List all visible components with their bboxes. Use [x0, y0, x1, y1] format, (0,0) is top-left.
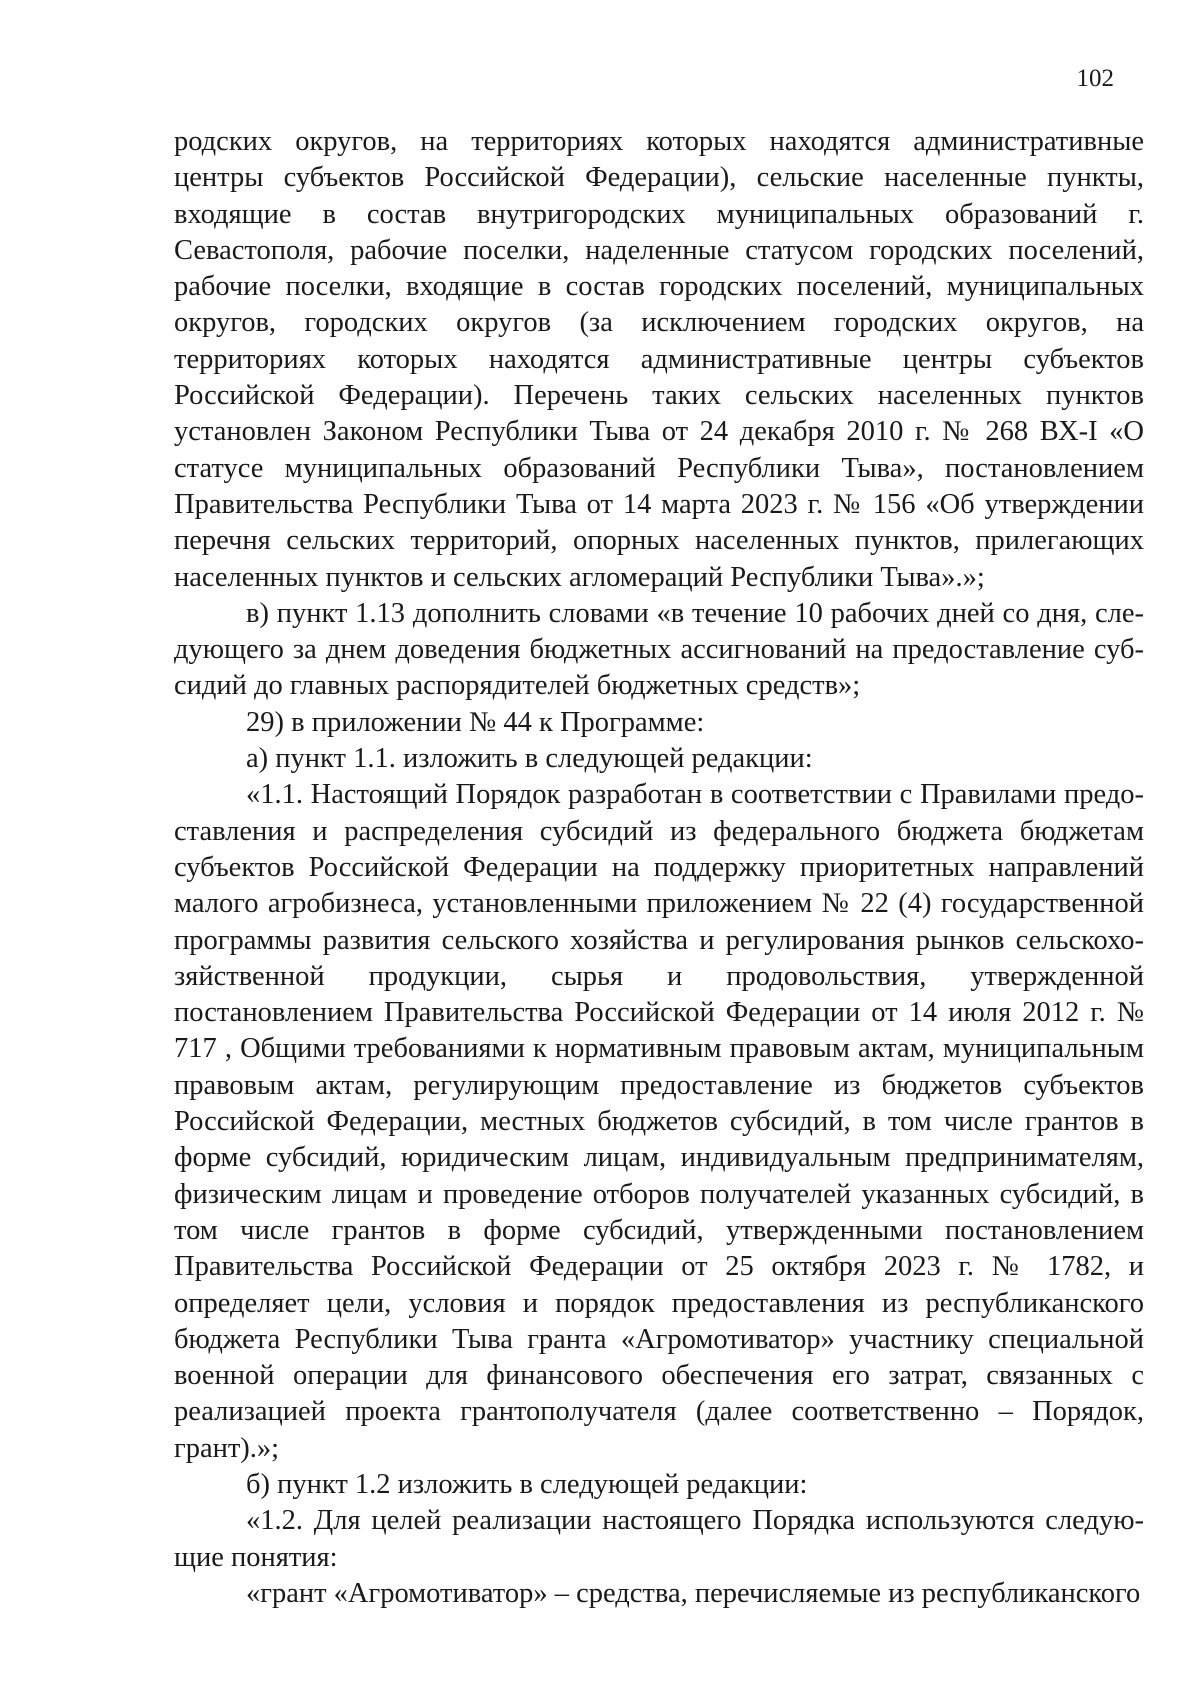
paragraph-continuation: родских округов, на территориях которых находятся административные центры субъектов Российской Федерации), сельские населенные пункты, входящие в состав внутригородских муниципальных образований г. Севастополя, рабочие поселки, наделенные статусом городских поселений, рабочие поселки, входящие в состав городских поселений, муниципальных округов, городских округов (за исключением городских округов, на территориях которых находятся административные центры субъектов Российской Федерации). Перечень таких сельских населенных пунктов установлен Законом Республики Тыва от 24 декабря 2010 г. № 268 ВХ-I «О статусе муниципальных образований Республики Тыва», постановлением Правительства Республики Тыва от 14 марта 2023 г. № 156 «Об утверждении перечня сельских территорий, опорных населенных пунктов, прилегающих населенных пунктов и сельских агломераций Республики Тыва».»;: [174, 126, 1144, 593]
paragraph-item-b: б) пункт 1.2 изложить в следующей редакции:: [246, 1468, 808, 1500]
document-body: [174, 124, 1144, 1612]
paragraph-item-v: в) пункт 1.13 дополнить словами «в течение 10 рабочих дней со дня, следующего за днем доведения бюджетных ассигнований на предоставление субсидий до главных распорядителей бюджетных средств»;: [174, 597, 1144, 702]
paragraph-item-a: а) пункт 1.1. изложить в следующей редакции:: [246, 743, 813, 775]
page-number: 102: [1076, 65, 1114, 92]
paragraph-definition-grant: «грант «Агромотиватор» – средства, перечисляемые из республиканского: [246, 1577, 1141, 1609]
paragraph-item-29: 29) в приложении № 44 к Программе:: [246, 706, 705, 738]
paragraph-clause-1-1: «1.1. Настоящий Порядок разработан в соответствии с Правилами предоставления и распределения субсидий из федерального бюджета бюджетам субъектов Российской Федерации на поддержку приоритетных направлений малого агробизнеса, установленными приложением № 22 (4) государственной программы развития сельского хозяйства и регулирования рынков сельскохозяйственной продукции, сырья и продовольствия, утвержденной постановлением Правительства Российской Федерации от 14 июля 2012 г. № 717 , Общими требованиями к нормативным правовым актам, муниципальным правовым актам, регулирующим предоставление из бюджетов субъектов Российской Федерации, местных бюджетов субсидий, в том числе грантов в форме субсидий, юридическим лицам, индивидуальным предпринимателям, физическим лицам и проведение отборов получателей указанных субсидий, в том числе грантов в форме субсидий, утвержденными постановлением Правительства Российской Федерации от 25 октября 2023 г. № 1782, и определяет цели, условия и порядок предоставления из республиканского бюджета Республики Тыва гранта «Агромотиватор» участнику специальной военной операции для финансового обеспечения его затрат, связанных с реализацией проекта грантополучателя (далее соответственно – Порядок, грант).»;: [174, 779, 1144, 1464]
paragraph-clause-1-2: «1.2. Для целей реализации настоящего Порядка используются следующие понятия:: [174, 1505, 1144, 1573]
